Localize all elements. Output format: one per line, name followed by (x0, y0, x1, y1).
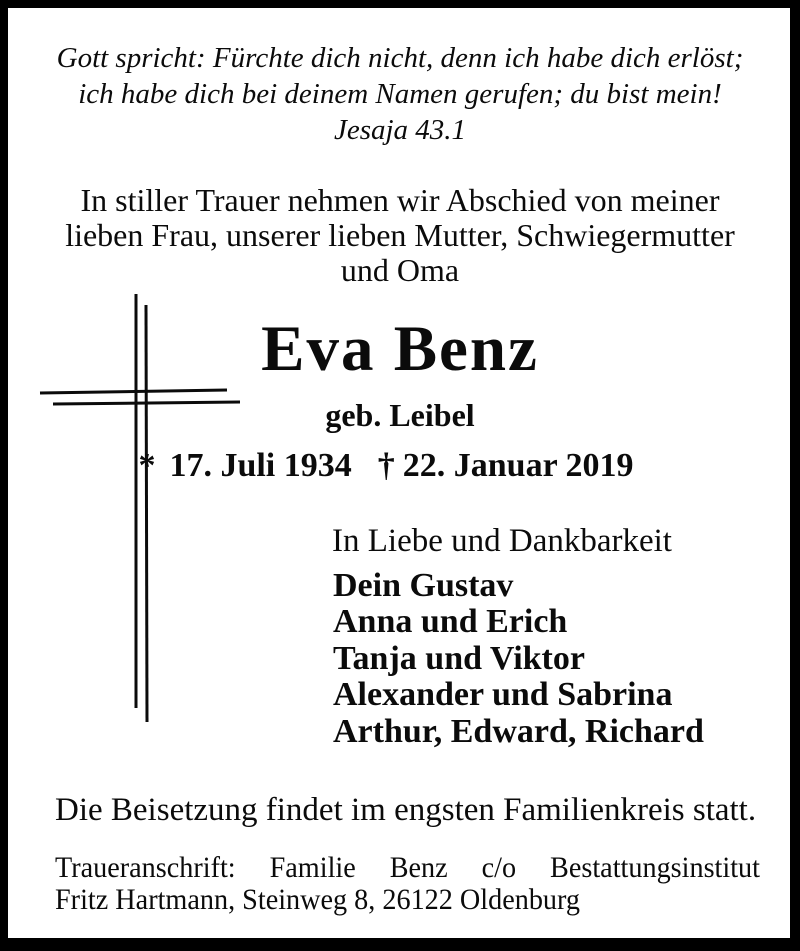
birth-star-symbol: * (138, 447, 156, 484)
address-line-2: Fritz Hartmann, Steinweg 8, 26122 Oldenburg (55, 882, 581, 916)
birth-date: 17. Juli 1934 (169, 447, 352, 484)
mourning-address (55, 852, 760, 915)
mourner-name: Arthur, Edward, Richard (333, 712, 704, 750)
death-date: 22. Januar 2019 (402, 447, 634, 484)
scripture-line-1: Gott spricht: Fürchte dich nicht, denn ich habe dich erlöst; (56, 42, 744, 74)
condolence-heading: In Liebe und Dankbarkeit (332, 523, 672, 559)
scripture-line-2: ich habe dich bei deinem Namen gerufen; du bist mein! (78, 78, 722, 110)
address-line-1: Traueranschrift: Familie Benz c/o Bestattungsinstitut (55, 851, 760, 884)
mourning-intro (0, 183, 800, 288)
funeral-notice: Die Beisetzung findet im engsten Familienkreis statt. (55, 792, 757, 828)
deceased-name: Eva Benz (261, 313, 539, 385)
scripture-reference: Jesaja 43.1 (333, 114, 467, 146)
intro-line-1: In stiller Trauer nehmen wir Abschied von meiner (80, 182, 720, 218)
maiden-name: geb. Leibel (325, 397, 475, 433)
death-dagger-symbol: † (377, 447, 395, 484)
mourner-name: Dein Gustav (333, 567, 514, 604)
mourner-name: Alexander und Sabrina (333, 676, 673, 714)
intro-line-3: und Oma (340, 252, 460, 288)
mourners-list (333, 568, 704, 750)
life-dates (0, 448, 772, 484)
mourner-name: Anna und Erich (333, 603, 568, 641)
mourner-name: Tanja und Viktor (333, 639, 585, 677)
intro-line-2: lieben Frau, unserer lieben Mutter, Schwiegermutter (65, 217, 735, 253)
scripture-quote (0, 40, 800, 148)
